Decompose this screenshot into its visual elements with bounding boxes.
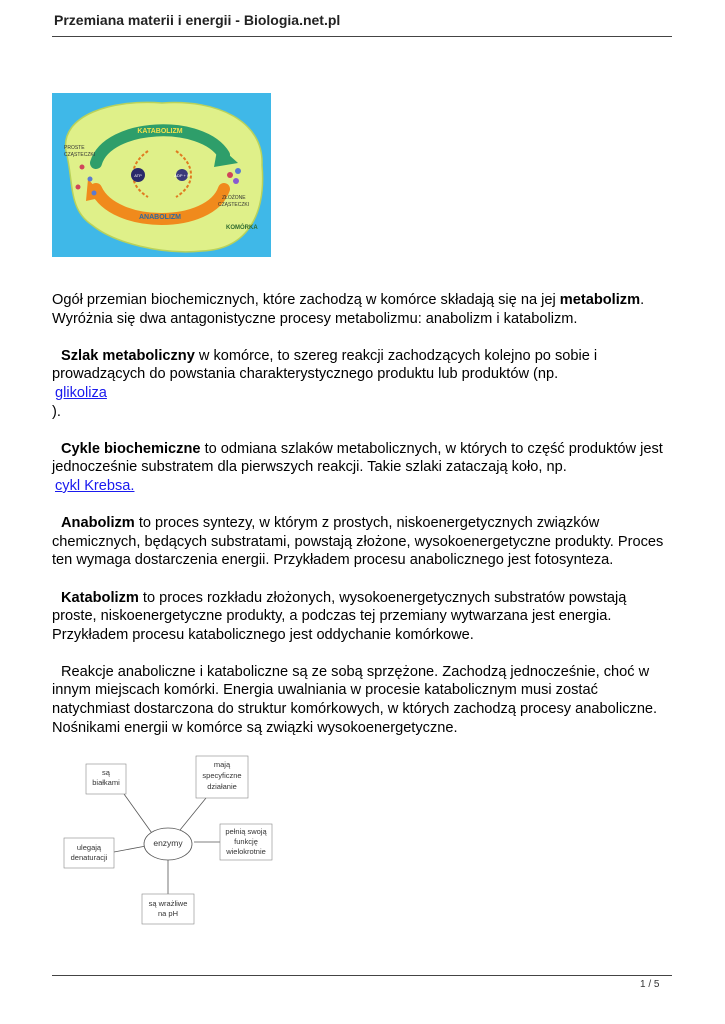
paragraph-catabolism bbox=[52, 589, 674, 645]
node-specyficzne-line-1: mają bbox=[213, 760, 231, 769]
p5-text-1: to proces rozkładu złożonych, wysokoenergetycznych substratów powstają proste, niskoenergetyczne produkty, a podczas tej przemiany wytwarzana jest energia. Przykładem procesu katabolicznego jest oddychanie komórkowe. bbox=[52, 589, 627, 643]
p4-text-1: to proces syntezy, w którym z prostych, niskoenergetycznych związków chemicznych, będących substratami, powstają złożone, wysokoenergetyczne produkty. Proces ten wymaga dostarczenia energii. Przykładem procesu anabolicznego jest fotosynteza. bbox=[52, 515, 664, 569]
link-cykl-krebsa[interactable]: cykl Krebsa. bbox=[55, 477, 135, 494]
enzymy-center-label: enzymy bbox=[153, 838, 183, 848]
paragraph-anabolism bbox=[52, 514, 674, 570]
p1-text-1: Ogół przemian biochemicznych, które zachodzą w komórce składają się na jej bbox=[52, 292, 560, 308]
label-atp: ATP bbox=[134, 173, 142, 178]
label-czasteczki-left: CZĄSTECZKI bbox=[64, 152, 96, 158]
link-glikoliza[interactable]: glikoliza bbox=[55, 384, 107, 401]
label-katabolizm: KATABOLIZM bbox=[137, 128, 183, 135]
enzyme-diagram bbox=[60, 754, 276, 926]
label-zlozone: ZŁOŻONE bbox=[222, 195, 246, 201]
svg-text:są wrażliwe bbox=[149, 899, 188, 908]
node-pelnia-line-1: pełnią swoją bbox=[225, 827, 267, 836]
term-metabolizm: metabolizm bbox=[559, 292, 641, 308]
node-pelnia-line-3: wielokrotnie bbox=[226, 847, 266, 856]
node-specyficzne-line-3: działanie bbox=[207, 782, 237, 791]
p3-text-1: to odmiana szlaków metabolicznych, w których to część produktów jest jednocześnie substratem dla pierwszych reakcji. Takie szlaki zataczają koło, np. bbox=[52, 440, 663, 476]
header-divider bbox=[52, 36, 672, 37]
node-wrazliwe-line-1: są wrażliwe bbox=[148, 899, 188, 908]
p2-text-1: w komórce, to szereg reakcji zachodzących kolejno po sobie i prowadzących do powstania charakterystycznego produktu lub produktów (np. bbox=[52, 347, 598, 383]
svg-text:są bbox=[102, 768, 111, 777]
node-wrazliwe-line-2: na pH bbox=[157, 909, 179, 918]
node-pelnia-line-2: funkcję bbox=[234, 837, 258, 846]
svg-text:specyficzne bbox=[202, 771, 241, 780]
svg-text:na pH bbox=[158, 909, 178, 918]
p1-text-2: . Wyróżnia się dwa antagonistyczne procesy metabolizmu: anabolizm i katabolizm. bbox=[52, 292, 645, 327]
svg-text:wielokrotnie bbox=[225, 847, 266, 856]
label-komorka: KOMÓRKA bbox=[226, 225, 258, 231]
label-proste: PROSTE bbox=[64, 145, 85, 151]
label-anabolizm: ANABOLIZM bbox=[139, 214, 181, 221]
term-anabolizm: Anabolizm bbox=[61, 515, 135, 532]
label-adp: ADP + P bbox=[174, 173, 190, 178]
page-number: 1 / 5 bbox=[640, 979, 660, 990]
article-body bbox=[52, 291, 674, 756]
node-sa-bialkami-line-1: są bbox=[102, 768, 110, 777]
p6-text-1: Reakcje anaboliczne i kataboliczne są ze sobą sprzężone. Zachodzą jednocześnie, choć w innym miejscach komórki. Energia uwalniania w procesie katabolicznym musi zostać natychmiast dostarczona do struktur komórkowych, w których zachodzą procesy anaboliczne. Nośnikami energii w komórce są związki wysokoenergetyczne. bbox=[52, 663, 658, 736]
paragraph-coupled-reactions bbox=[52, 663, 674, 737]
footer-divider bbox=[52, 975, 672, 976]
term-katabolizm: Katabolizm bbox=[61, 589, 139, 606]
paragraph-metabolic-pathway bbox=[52, 347, 674, 421]
p2-text-2: ). bbox=[52, 403, 61, 420]
svg-text:białkami bbox=[92, 778, 120, 787]
paragraph-metabolism bbox=[52, 291, 674, 328]
svg-text:pełnią swoją bbox=[225, 827, 267, 836]
svg-text:ulegają bbox=[77, 843, 102, 852]
term-szlak-metaboliczny: Szlak metaboliczny bbox=[61, 347, 195, 364]
svg-text:działanie bbox=[207, 782, 237, 791]
paragraph-biochemical-cycles bbox=[52, 440, 674, 496]
term-cykle-biochemiczne: Cykle biochemiczne bbox=[61, 440, 201, 457]
svg-text:mają bbox=[214, 760, 231, 769]
svg-text:denaturacji bbox=[71, 853, 108, 862]
page-header-title: Przemiana materii i energii - Biologia.net.pl bbox=[54, 12, 341, 28]
node-specyficzne-line-2: specyficzne bbox=[202, 771, 242, 780]
metabolism-cell-illustration bbox=[52, 93, 271, 257]
node-ulegaja-line-2: denaturacji bbox=[70, 853, 108, 862]
label-czasteczki-right: CZĄSTECZKI bbox=[218, 202, 250, 208]
node-sa-bialkami-line-2: białkami bbox=[92, 778, 120, 787]
node-ulegaja-line-1: ulegają bbox=[76, 843, 102, 852]
svg-text:funkcję bbox=[234, 837, 258, 846]
